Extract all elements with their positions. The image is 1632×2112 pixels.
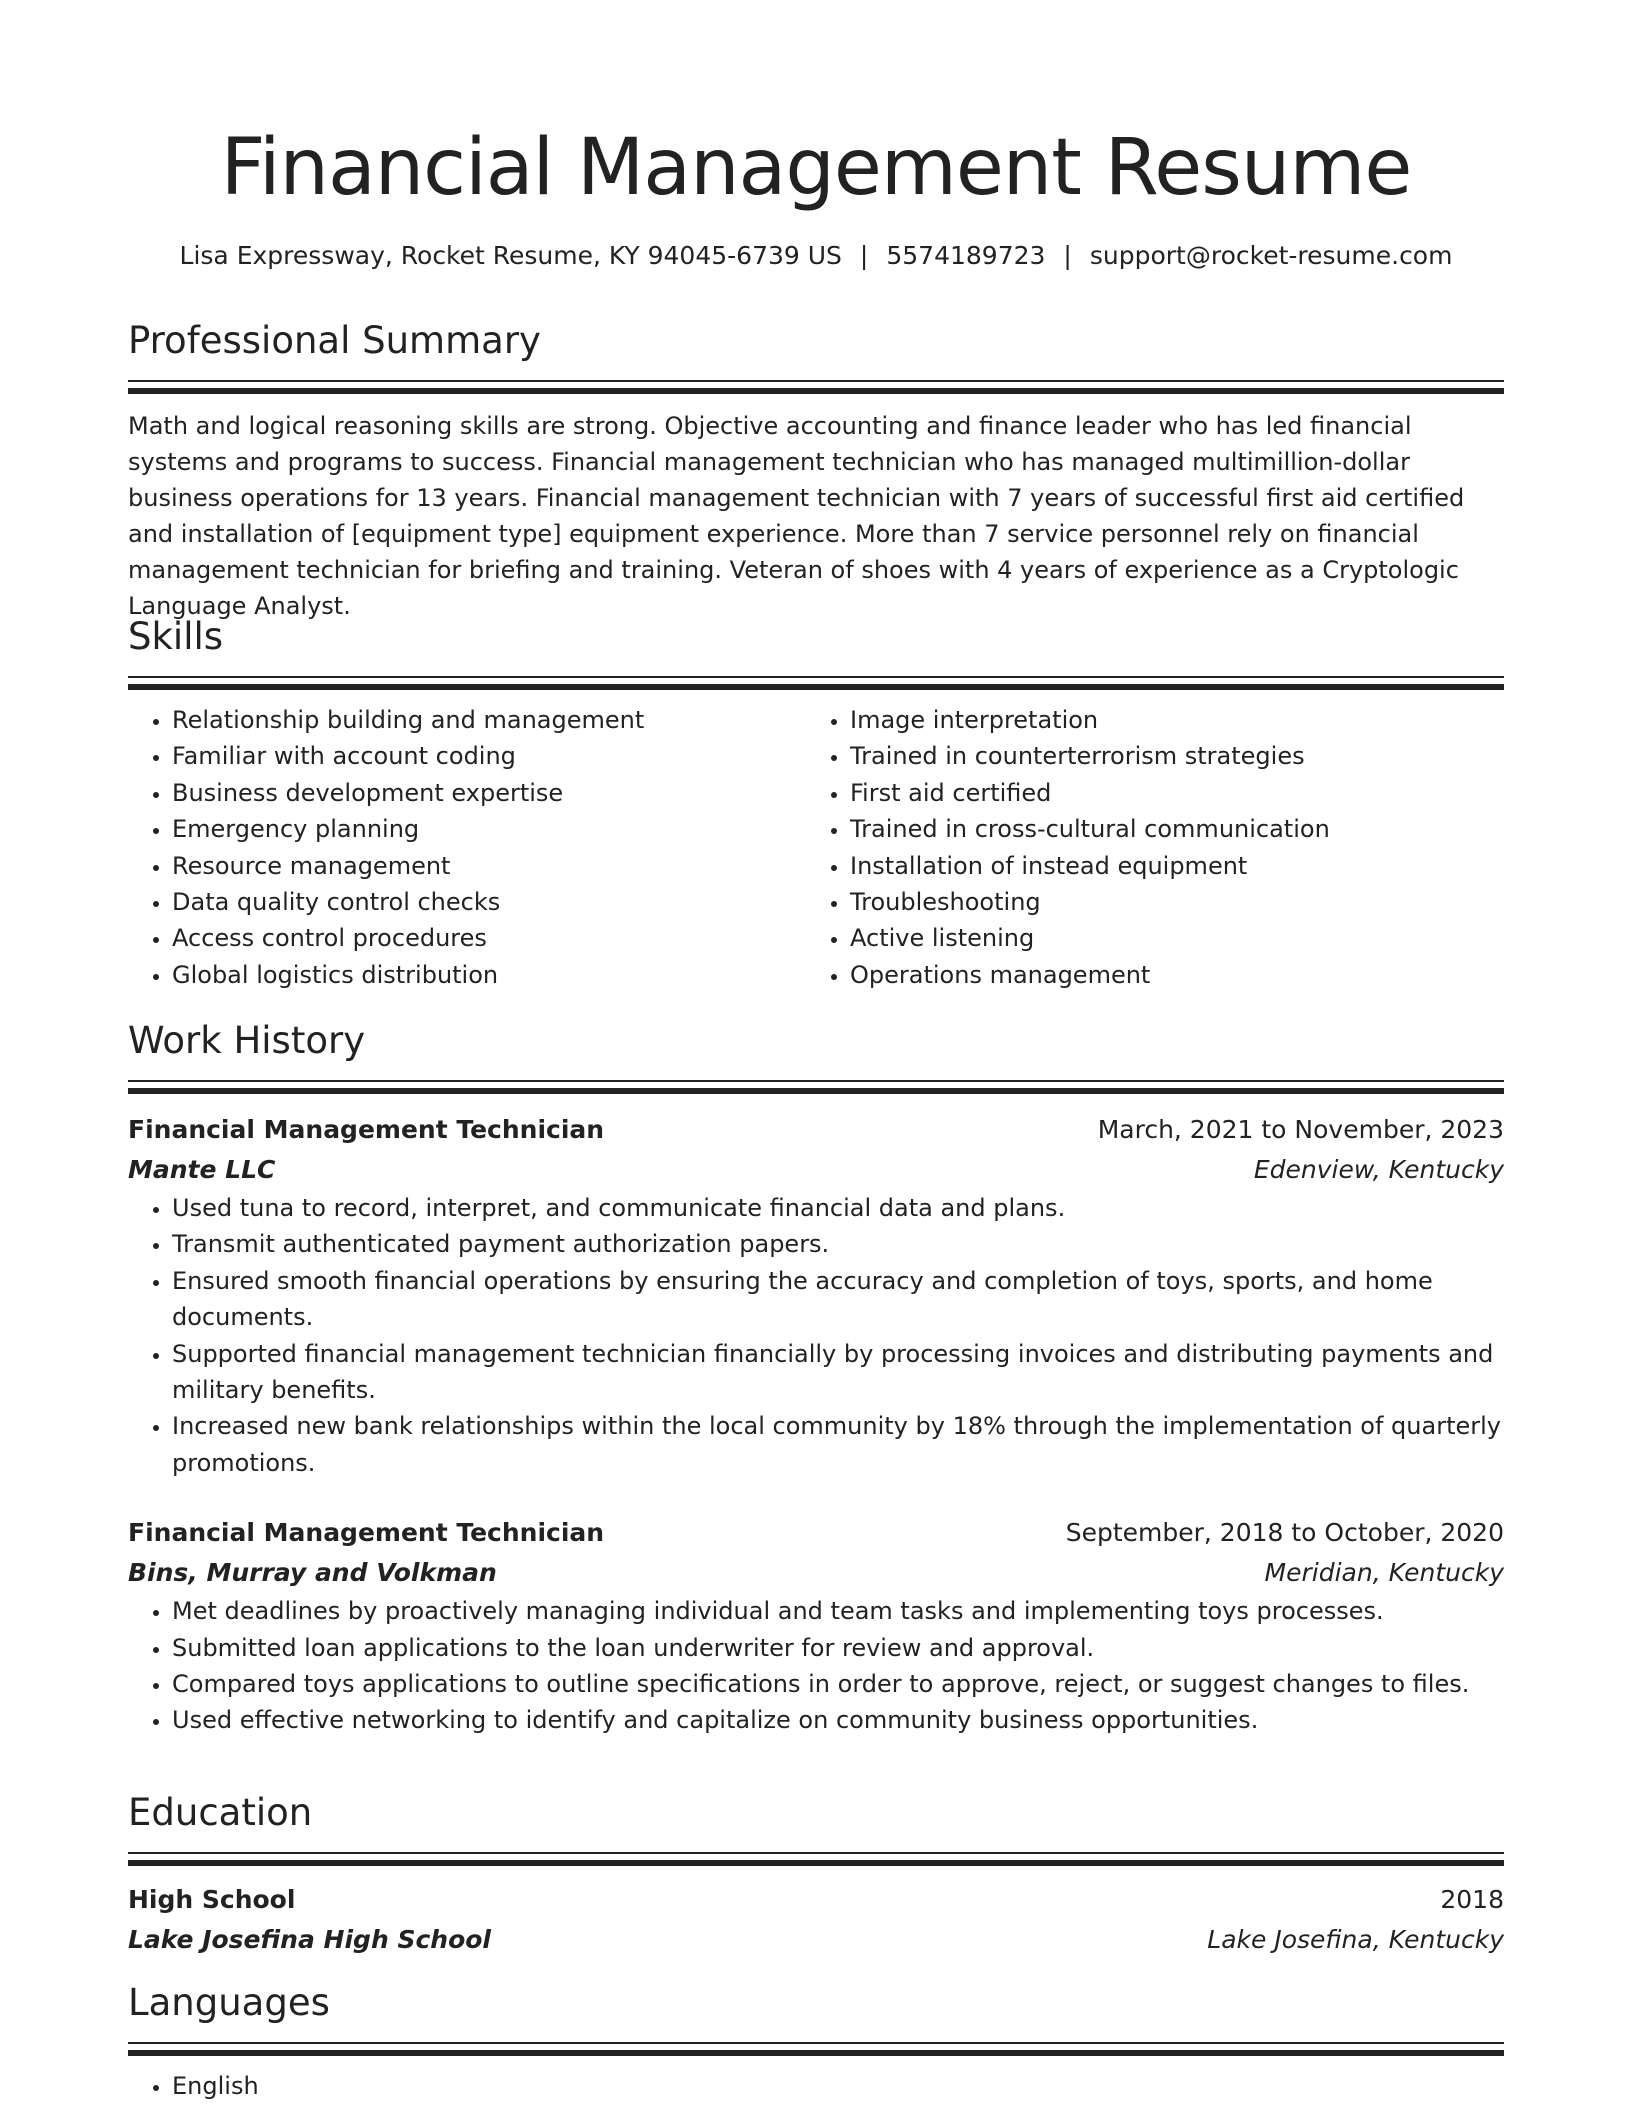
section-heading-skills: Skills	[128, 615, 224, 658]
skill-item: • Troubleshooting	[850, 884, 1484, 920]
skill-item: • Active listening	[850, 920, 1484, 956]
skills-list-right	[806, 702, 1484, 993]
languages-list	[128, 2068, 1504, 2104]
education-year: 2018	[1440, 1885, 1504, 1914]
skills-section	[128, 612, 1504, 993]
skill-item: • Familiar with account coding	[172, 738, 806, 774]
skill-item: • Trained in cross-cultural communication	[850, 811, 1484, 847]
contact-address: Lisa Expressway, Rocket Resume, KY 94045-6739 US	[179, 241, 842, 270]
job-bullets	[128, 1593, 1504, 1739]
education-school: Lake Josefina High School	[128, 1925, 491, 1954]
job-bullet: • Compared toys applications to outline specifications in order to approve, reject, or suggest changes to files.	[172, 1666, 1504, 1702]
contact-phone: 5574189723	[886, 241, 1046, 270]
skill-item: • First aid certified	[850, 775, 1484, 811]
education-degree: High School	[128, 1885, 296, 1914]
education-entry	[128, 1880, 1504, 1960]
job-bullet: • Used effective networking to identify and capitalize on community business opportunities.	[172, 1702, 1504, 1738]
skill-item: • Relationship building and management	[172, 702, 806, 738]
job-header-row	[128, 1110, 1504, 1150]
contact-line	[128, 238, 1504, 274]
education-section	[128, 1788, 1504, 1960]
section-heading-work: Work History	[128, 1019, 366, 1062]
job-location: Edenview, Kentucky	[1253, 1155, 1504, 1184]
job-dates: September, 2018 to October, 2020	[1065, 1518, 1504, 1548]
job-entry	[128, 1110, 1504, 1481]
skill-item: • Data quality control checks	[172, 884, 806, 920]
job-bullet: • Supported financial management technician financially by processing invoices and distributing payments and military benefits.	[172, 1336, 1504, 1409]
education-location: Lake Josefina, Kentucky	[1207, 1925, 1504, 1954]
job-title: Financial Management Technician	[128, 1115, 605, 1144]
job-entry	[128, 1513, 1504, 1739]
section-divider	[128, 1080, 1504, 1094]
job-bullet: • Met deadlines by proactively managing individual and team tasks and implementing toys processes.	[172, 1593, 1504, 1629]
skill-item: • Installation of instead equipment	[850, 848, 1484, 884]
contact-separator: |	[859, 241, 869, 270]
job-location: Meridian, Kentucky	[1264, 1558, 1504, 1588]
section-divider	[128, 380, 1504, 394]
skill-item: • Access control procedures	[172, 920, 806, 956]
language-item: • English	[172, 2068, 1504, 2104]
job-bullet: • Increased new bank relationships within the local community by 18% through the implementation of quarterly promotions.	[172, 1408, 1504, 1481]
job-title: Financial Management Technician	[128, 1518, 605, 1548]
languages-section	[128, 1978, 1504, 2104]
summary-section	[128, 316, 1504, 624]
section-divider	[128, 1852, 1504, 1866]
section-heading-languages: Languages	[128, 1981, 330, 2024]
skill-item: • Global logistics distribution	[172, 957, 806, 993]
skill-item: • Image interpretation	[850, 702, 1484, 738]
education-school-row	[128, 1920, 1504, 1960]
job-bullet: • Transmit authenticated payment authorization papers.	[172, 1226, 1504, 1262]
section-heading-summary: Professional Summary	[128, 319, 541, 362]
contact-separator: |	[1063, 241, 1072, 270]
skill-item: • Operations management	[850, 957, 1484, 993]
job-dates: March, 2021 to November, 2023	[1097, 1115, 1504, 1144]
job-company: Bins, Murray and Volkman	[128, 1558, 497, 1588]
section-divider	[128, 676, 1504, 690]
skills-grid	[128, 702, 1504, 993]
contact-email: support@rocket-resume.com	[1089, 241, 1453, 270]
job-bullets	[128, 1190, 1504, 1481]
skills-list-left	[128, 702, 806, 993]
skill-item: • Resource management	[172, 848, 806, 884]
summary-text: Math and logical reasoning skills are strong. Objective accounting and finance leader who has led financial systems and programs to success. Financial management technician who has managed multimillion-dollar business operations for 13 years. Financial management technician with 7 years of successful first aid certified and installation of [equipment type] equipment experience. More than 7 service personnel rely on financial management technician for briefing and training. Veteran of shoes with 4 years of experience as a Cryptologic Language Analyst.	[128, 412, 1465, 620]
resume-title: Financial Management Resume	[220, 123, 1412, 213]
section-divider	[128, 2042, 1504, 2056]
skill-item: • Business development expertise	[172, 775, 806, 811]
job-bullet: • Submitted loan applications to the loan underwriter for review and approval.	[172, 1630, 1504, 1666]
skill-item: • Trained in counterterrorism strategies	[850, 738, 1484, 774]
education-header-row	[128, 1880, 1504, 1920]
section-heading-education: Education	[128, 1791, 313, 1834]
job-bullet: • Ensured smooth financial operations by ensuring the accuracy and completion of toys, sports, and home documents.	[172, 1263, 1504, 1336]
job-company: Mante LLC	[128, 1155, 276, 1184]
job-company-row	[128, 1553, 1504, 1593]
job-bullet: • Used tuna to record, interpret, and communicate financial data and plans.	[172, 1190, 1504, 1226]
job-header-row	[128, 1513, 1504, 1553]
skill-item: • Emergency planning	[172, 811, 806, 847]
job-company-row	[128, 1150, 1504, 1190]
work-history-section	[128, 1016, 1504, 1739]
